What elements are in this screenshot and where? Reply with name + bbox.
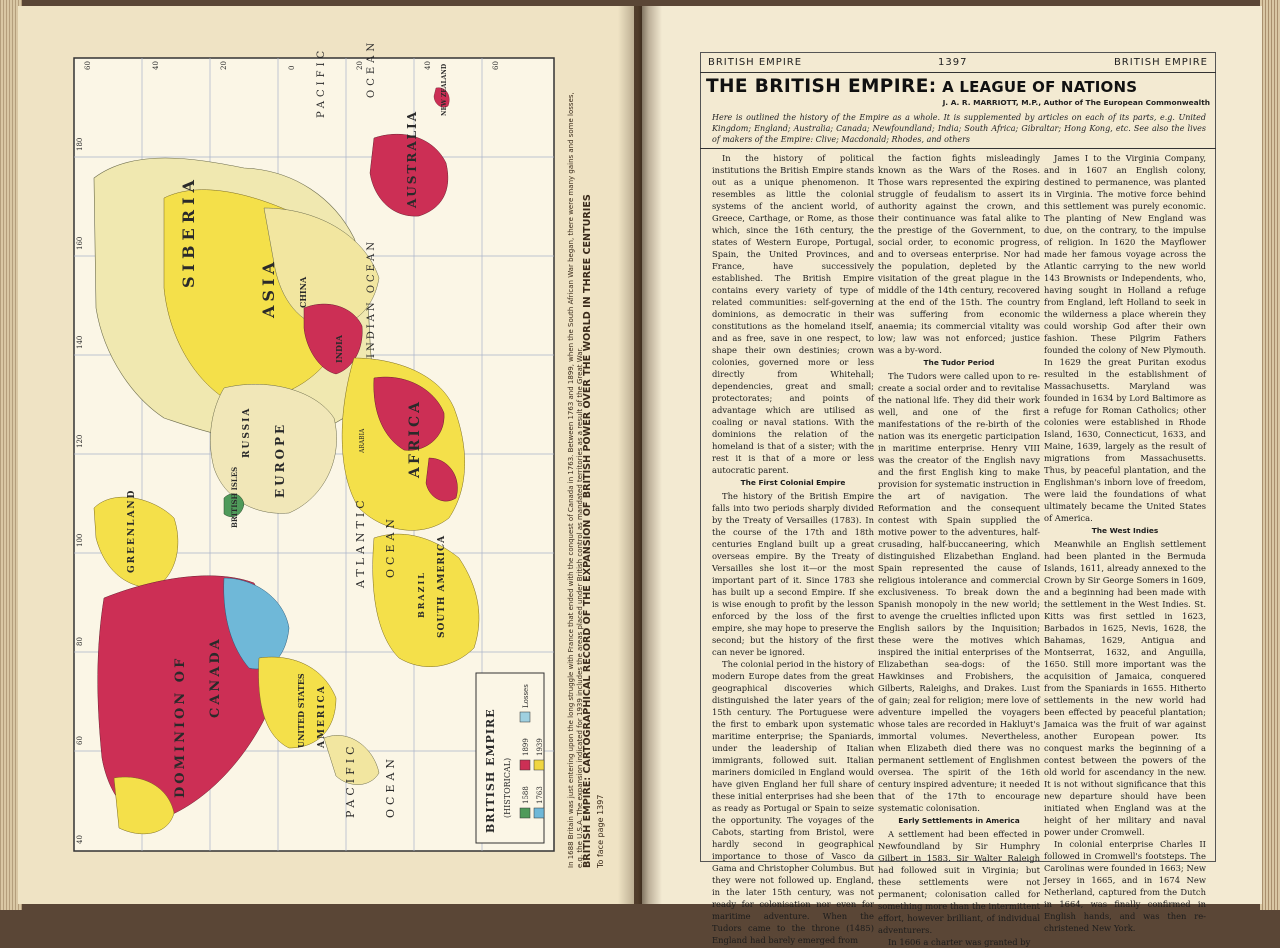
paragraph: In 1606 a charter was granted by <box>888 937 1031 947</box>
tick-label-top: 40 <box>76 835 84 844</box>
legend-label: 1899 <box>522 738 530 756</box>
legend-swatch <box>520 712 530 722</box>
paragraph: A settlement had been effected in Newfoundland by Sir Humphry Gilbert in 1583. Sir Walter Raleigh had followed suit in Virginia; but these settlements were not permanent; colonisation called for something more than the intermittent effort, however brilliant, of individual adventurers. <box>878 829 1040 935</box>
label-europe: EUROPE <box>273 421 287 498</box>
tick-label-top: 140 <box>76 335 84 349</box>
legend-title: BRITISH EMPIRE <box>484 708 497 833</box>
legend-swatch <box>534 760 544 770</box>
right-page-edges <box>1260 0 1280 910</box>
paragraph: The history of the British Empire falls into two periods sharply divided by the Treaty of Versailles (1783). In the course of the 17th and 18th centuries England built up a great overseas empire. By the Treaty of Versailles she lost it—or the most important part of it. Since 1783 she has built up a second Empire. If she is wise enough to profit by the lesson enforced by the loss of the first empire, she may hope to preserve the second; but the history of the first can never be ignored. <box>712 491 874 657</box>
article-byline: J. A. R. MARRIOTT, M.P., Author of The European Commonwealth <box>942 98 1210 107</box>
tick-label-top: 60 <box>76 736 84 745</box>
running-head-left: BRITISH EMPIRE <box>708 57 803 68</box>
legend-swatch <box>534 808 544 818</box>
map-caption-title: BRITISH EMPIRE: CARTOGRAPHICAL RECORD OF THE EXPANSION OF BRITISH POWER OVER THE WORLD IN THREE CENTURIES <box>582 194 593 868</box>
tick-label-top: 100 <box>76 533 84 547</box>
section-heading: Early Settlements in America <box>898 816 1020 825</box>
legend-label: Losses <box>522 684 530 708</box>
paragraph: In colonial enterprise Charles II followed in Cromwell's footsteps. The Carolinas were founded in 1663; New Jersey in 1665, and in 1674 New Netherland, captured from the Dutch in 1664, was finally confirmed in English hands, and was then re-christened New York. <box>1044 839 1206 933</box>
head-rule <box>700 72 1216 73</box>
title-main: THE BRITISH EMPIRE: <box>706 76 937 97</box>
legend-swatch <box>520 760 530 770</box>
label-south-america: SOUTH AMERICA <box>437 534 447 638</box>
tick-label-top: 160 <box>76 236 84 250</box>
tick-label-side: 40 <box>424 61 432 70</box>
label-pacific-east: PACIFIC <box>316 46 327 118</box>
intro-rule <box>700 148 1216 149</box>
text-column-1 <box>712 152 875 945</box>
running-head <box>700 56 1216 72</box>
paragraph: Meanwhile an English settlement had been planted in the Bermuda Islands, 1611, already annexed to the Crown by Sir George Somers in 1609, and a beginning had been made with the settlement in the West Indies. St. Kitts was first settled in 1623, Barbados in 1625, Nevis, 1628, the Bahamas, 1629, Antigua and Montserrat, 1632, and Anguilla, 1650. Still more important was the acquisition of Jamaica, conquered from the Spaniards in 1655. Hitherto settlements in the new world had been effected by peaceful plantation; Jamaica was the fruit of war against another European power. Its conquest marks the beginning of a contest between the powers of the old world for ascendancy in the new. It is not without significance that this new departure should have been initiated when England was at the height of her military and naval power under Cromwell. <box>1044 539 1206 837</box>
paragraph: the faction fights misleadingly known as the Wars of the Roses. Those wars represented the expiring struggle of feudalism to assert its authority against the crown, and their continuance was fatal alike to the prestige of the Government, to social order, to economic progress, and to overseas enterprise. Nor had the population, depleted by the visitation of the great plague in the middle of the 14th century, recovered at the end of the 15th. The country was suffering from economic anaemia; its commercial vitality was low; law was not enforced; justice was a by-word. <box>878 153 1040 355</box>
label-atlantic: ATLANTIC <box>354 496 367 588</box>
label-brazil: BRAZIL <box>416 571 426 618</box>
tick-label-side: 40 <box>152 61 160 70</box>
legend-label: 1939 <box>536 738 544 756</box>
legend-label: 1763 <box>536 786 544 804</box>
label-pacific: PACIFIC <box>344 742 357 818</box>
legend-label: 1588 <box>522 786 530 804</box>
tick-label-top: 80 <box>76 637 84 646</box>
label-india: INDIA <box>334 335 344 363</box>
label-atlantic-ocean: OCEAN <box>384 514 397 578</box>
map-caption-note: In 1688 Britain was just entering upon the long struggle with France that ended with the conquest of Canada in 1763. Between 1763 and 1899, when the South African War began, there were many gains and some losses, e.g. the U.S.A. The expansion indicated for 1939 includes the areas placed under British control as mandated territories as a result of the Great War. <box>567 92 584 868</box>
label-united-states: UNITED STATES <box>296 673 306 748</box>
tick-label-side: 0 <box>288 65 296 70</box>
title-sub: A LEAGUE OF NATIONS <box>942 78 1138 96</box>
label-indian-ocean: INDIAN OCEAN <box>366 239 377 358</box>
label-north-america: AMERICA <box>317 684 327 748</box>
tick-label-side: 20 <box>220 61 228 70</box>
tick-label-top: 120 <box>76 434 84 448</box>
paragraph: James I to the Virginia Company, and in 1607 an English colony, destined to permanence, was planted in Virginia. The motive force behind this settlement was purely economic. The planting of New England was due, on the contrary, to the impulse of religion. In 1620 the Mayflower made her famous voyage across the Atlantic carrying to the new world 143 Brownists or Independents, who, having sought in Holland a refuge from England, left Holland to seek in the wilderness a place wherein they could worship God after their own fashion. These Pilgrim Fathers founded the colony of New Plymouth. In 1629 the great Puritan exodus resulted in the establishment of Massachusetts. Maryland was founded in 1634 by Lord Baltimore as a refuge for Roman Catholics; other colonies were established in Rhode Island, 1630, Connecticut, 1633, and Maine, 1639, largely as the result of migrations from Massachusetts. Thus, by peaceful plantation, and the Englishman's inborn love of freedom, were laid the foundations of what ultimately became the United States of America. <box>1044 153 1206 523</box>
label-africa: AFRICA <box>407 399 423 478</box>
paragraph: The colonial period in the history of modern Europe dates from the great geographical discoveries which distinguished the later years of the 15th century. The Portuguese were the first to embark upon systematic maritime enterprise; the Spaniards, under the leadership of Italian immigrants, followed suit. Italian mariners domiciled in England would have given England her full share of these initial enterprises had she been as ready as Portugal or Spain to seize the opportunity. The voyages of the Cabots, starting from Bristol, were hardly second in geographical importance to those of Vasco da Gama and Christopher Columbus. But they were not followed up. England, in the later 15th century, was not ready for colonisation nor even for maritime adventure. When the Tudors came to the throne (1485) England had barely emerged from <box>712 659 875 945</box>
label-british-isles: BRITISH ISLES <box>230 466 239 528</box>
text-column-3 <box>1044 152 1206 933</box>
article-intro: Here is outlined the history of the Empire as a whole. It is supplemented by articles on each of its parts, e.g. United Kingdom; England; Australia; Canada; Newfoundland; India; South Africa; Gibraltar; Hong Kong, etc. See also the lives of makers of the Empire: Clive; Macdonald; Rhodes, and others <box>712 113 1206 144</box>
label-siberia: SIBERIA <box>179 175 198 288</box>
label-russia: RUSSIA <box>242 406 252 458</box>
tick-label-side: 60 <box>492 61 500 70</box>
paragraph: The Tudors were called upon to re-create a social order and to revitalise the national life. They did their work well, and one of the first manifestations of the re-birth of the nation was its energetic participation in maritime enterprise. Henry VIII was the creator of the English navy and the first English king to make provision for systematic instruction in the art of navigation. The Reformation and the consequent contest with Spain supplied the motive power to the adventures, half-crusading, half-buccaneering, which distinguished Elizabethan England. Spain represented the cause of religious intolerance and commercial exclusiveness. To break down the Spanish monopoly in the new world; to avenge the cruelties inflicted upon English sailors by the Inquisition; these were the motives which inspired the initial enterprises of the Elizabethan sea-dogs: of the Hawkinses and Frobishers, the Gilberts, Raleighs, and Drakes. Lust of gain; zeal for religion; mere love of adventure impelled the voyagers whose tales are recorded in Hakluyt's immortal volumes. Nevertheless, when Elizabeth died there was no permanent settlement of Englishmen oversea. The spirit of the 16th century inspired adventure; it needed that of the 17th to encourage systematic colonisation. <box>878 371 1040 813</box>
section-heading: The First Colonial Empire <box>740 478 846 487</box>
paragraph: In the history of political institutions the British Empire stands out as a unique phenomenon. It resembles as little the colonial systems of the ancient world, of Greece, Carthage, or Rome, as those which, since the 16th century, the states of Western Europe, Portugal, Spain, the United Provinces, and France, have successively established. The British Empire contains every variety of type of related communities: self-governing dominions, as democratic in their constitutions as the homeland itself, and as free, save in one respect, to shape their own destinies; crown colonies, governed more or less directly from Whitehall; dependencies, great and small; protectorates; and points of advantage which are utilised as coaling or naval stations. With the dominions the relation of the homeland is that of a sister; with the rest it is that of a more or less autocratic parent. <box>712 153 874 475</box>
world-map <box>74 38 554 851</box>
article-title <box>706 76 1210 97</box>
running-head-right: BRITISH EMPIRE <box>1113 57 1208 68</box>
legend-subtitle: (HISTORICAL) <box>503 757 512 818</box>
label-pacific-ocean: OCEAN <box>384 754 397 818</box>
text-column-2 <box>878 152 1040 947</box>
label-arabia: ARABIA <box>359 428 366 453</box>
label-asia: ASIA <box>259 258 278 318</box>
tick-label-side: 60 <box>84 61 92 70</box>
label-greenland: GREENLAND <box>127 488 137 573</box>
label-dominion: DOMINION OF <box>173 655 188 798</box>
legend-swatch <box>520 808 530 818</box>
label-china: CHINA <box>298 276 308 308</box>
label-canada: CANADA <box>208 636 223 718</box>
label-new-zealand: NEW ZEALAND <box>441 63 448 116</box>
section-heading: The Tudor Period <box>923 358 995 367</box>
section-heading: The West Indies <box>1091 526 1159 535</box>
label-ocean-east: OCEAN <box>366 38 377 98</box>
map-caption-face-page: To face page 1397 <box>596 794 605 868</box>
book-gutter <box>618 6 662 904</box>
tick-label-side: 20 <box>356 61 364 70</box>
label-australia: AUSTRALIA <box>405 109 419 208</box>
tick-label-top: 180 <box>76 137 84 151</box>
page-number: 1397 <box>938 57 968 68</box>
